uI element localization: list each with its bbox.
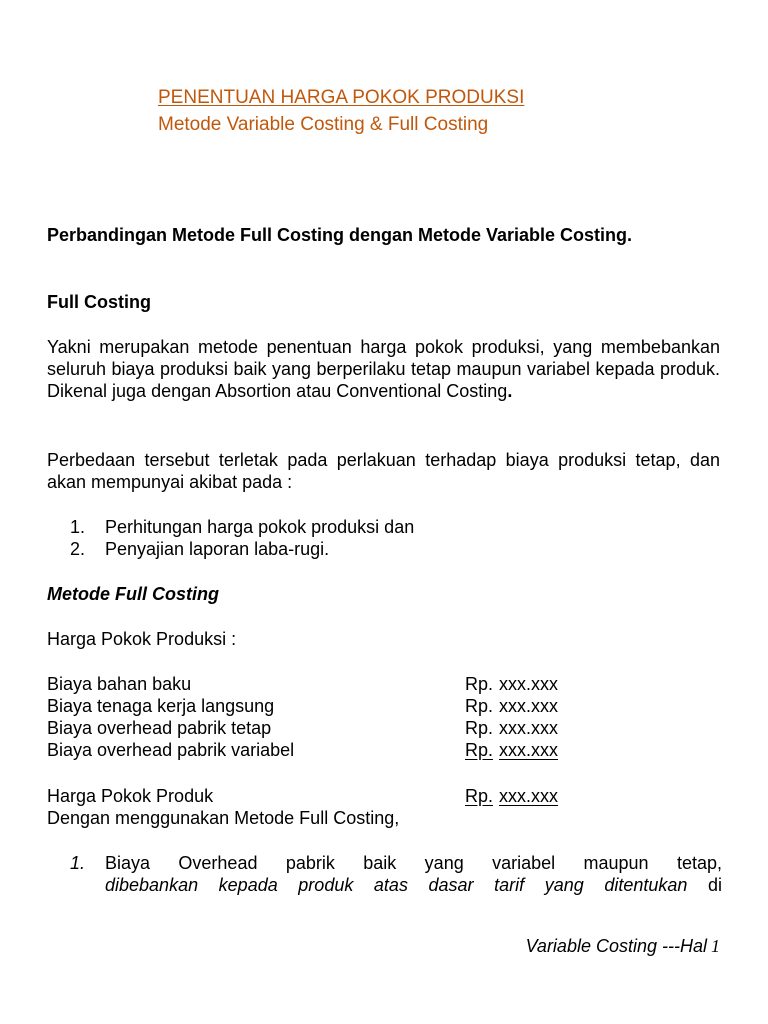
cost-item-label: Biaya overhead pabrik variabel bbox=[47, 740, 295, 760]
full-costing-heading: Full Costing bbox=[47, 292, 151, 312]
using-method-line: Dengan menggunakan Metode Full Costing, bbox=[47, 808, 400, 828]
list-item: Perhitungan harga pokok produksi dan bbox=[105, 517, 415, 537]
total-label: Harga Pokok Produk bbox=[47, 786, 214, 806]
point1-line1: Biaya Overhead pabrik baik yang variabel maupun tetap, bbox=[105, 853, 722, 873]
definition-end: . bbox=[507, 381, 513, 401]
currency: Rp. bbox=[465, 674, 494, 694]
difference-intro: Perbedaan tersebut terletak pada perlakuan terhadap biaya produksi tetap, dan akan mempunyai akibat pada : bbox=[47, 450, 720, 492]
amount: xxx.xxx bbox=[499, 674, 559, 694]
amount: xxx.xxx bbox=[499, 740, 559, 760]
document-title: PENENTUAN HARGA POKOK PRODUKSI bbox=[158, 87, 525, 108]
list-item-number: 1. bbox=[70, 517, 86, 537]
amount: xxx.xxx bbox=[499, 696, 559, 716]
cost-item-label: Biaya tenaga kerja langsung bbox=[47, 696, 275, 716]
amount: xxx.xxx bbox=[499, 786, 559, 806]
cost-item-label: Biaya bahan baku bbox=[47, 674, 192, 694]
cost-item-value bbox=[465, 717, 558, 739]
point1-line2-italic: dibebankan kepada produk atas dasar tarif yang ditentukan bbox=[105, 875, 688, 895]
page-number: 1 bbox=[711, 936, 720, 956]
document-subtitle: Metode Variable Costing & Full Costing bbox=[158, 114, 489, 135]
full-costing-definition bbox=[47, 336, 720, 402]
total-value bbox=[465, 785, 558, 807]
cost-item-value bbox=[465, 739, 558, 761]
cost-item-label: Biaya overhead pabrik tetap bbox=[47, 718, 272, 738]
list-item: Penyajian laporan laba-rugi. bbox=[105, 539, 330, 559]
currency: Rp. bbox=[465, 740, 494, 760]
footer-label: Variable Costing ---Hal bbox=[525, 936, 707, 956]
amount: xxx.xxx bbox=[499, 718, 559, 738]
currency: Rp. bbox=[465, 786, 494, 806]
cost-item-value bbox=[465, 695, 558, 717]
currency: Rp. bbox=[465, 696, 494, 716]
method-heading: Metode Full Costing bbox=[47, 584, 219, 604]
currency: Rp. bbox=[465, 718, 494, 738]
point1-line2 bbox=[105, 874, 722, 896]
list-item-number: 2. bbox=[70, 539, 86, 559]
page-footer bbox=[526, 935, 720, 957]
hpp-label: Harga Pokok Produksi : bbox=[47, 629, 237, 649]
definition-text: Yakni merupakan metode penentuan harga pokok produksi, yang membebankan seluruh biaya produksi baik yang berperilaku tetap maupun variabel kepada produk. Dikenal juga dengan Absortion atau Conventional Costing bbox=[47, 337, 720, 401]
point1-line2-end: di bbox=[687, 875, 722, 895]
section-heading: Perbandingan Metode Full Costing dengan Metode Variable Costing. bbox=[47, 225, 633, 245]
cost-item-value bbox=[465, 673, 558, 695]
list-item-number: 1. bbox=[70, 853, 86, 873]
